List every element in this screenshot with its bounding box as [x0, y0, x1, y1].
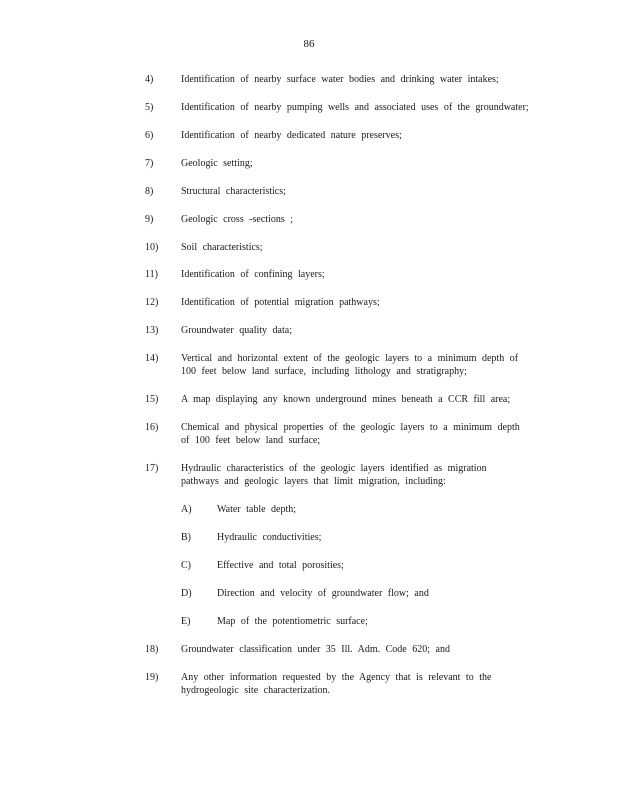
item-text: Identification of nearby surface water bodies and drinking water intakes;	[181, 74, 499, 85]
list-item-7	[0, 157, 618, 170]
item-text: Identification of confining layers;	[181, 269, 325, 280]
list-item-4	[0, 73, 618, 86]
list-item-13	[0, 324, 618, 337]
sub-item-text: Effective and total porosities;	[217, 560, 344, 571]
sub-item-text: Map of the potentiometric surface;	[217, 616, 368, 627]
list-item-8	[0, 185, 618, 198]
item-text: Vertical and horizontal extent of the geologic layers to a minimum depth of 100 feet below land surface, including lithology and stratigraphy;	[181, 353, 519, 377]
item-number: 19)	[145, 672, 159, 683]
sub-item-a	[0, 503, 618, 516]
item-number: 12)	[145, 297, 159, 308]
sub-item-e	[0, 615, 618, 628]
list-item-17	[0, 462, 618, 488]
item-text: A map displaying any known underground mines beneath a CCR fill area;	[181, 394, 511, 405]
sub-item-d	[0, 587, 618, 600]
list-item-6	[0, 129, 618, 142]
item-number: 15)	[145, 394, 159, 405]
item-text: Geologic setting;	[181, 158, 253, 169]
sub-item-text: Direction and velocity of groundwater flow; and	[217, 588, 429, 599]
list-item-15	[0, 393, 618, 406]
list-item-9	[0, 213, 618, 226]
list-item-10	[0, 241, 618, 254]
list-item-11	[0, 268, 618, 281]
sub-item-letter: B)	[181, 532, 191, 543]
item-number: 9)	[145, 214, 154, 225]
item-number: 4)	[145, 74, 154, 85]
sub-item-b	[0, 531, 618, 544]
item-number: 5)	[145, 102, 154, 113]
item-number: 8)	[145, 186, 154, 197]
list-item-12	[0, 296, 618, 309]
item-text: Groundwater quality data;	[181, 325, 292, 336]
list-item-14	[0, 352, 618, 378]
item-text: Structural characteristics;	[181, 186, 286, 197]
sub-item-text: Water table depth;	[217, 504, 297, 515]
sub-item-letter: A)	[181, 504, 192, 515]
item-text: Identification of nearby dedicated nature preserves;	[181, 130, 402, 141]
page-number: 86	[303, 38, 315, 50]
item-number: 7)	[145, 158, 154, 169]
sub-item-letter: E)	[181, 616, 191, 627]
item-text: Any other information requested by the Agency that is relevant to the hydrogeologic site characterization.	[181, 672, 492, 696]
item-text: Geologic cross -sections ;	[181, 214, 294, 225]
item-text: Hydraulic characteristics of the geologic layers identified as migration pathways and geologic layers that limit migration, including:	[181, 463, 487, 487]
requirements-list	[0, 73, 618, 697]
item-number: 16)	[145, 422, 159, 433]
item-number: 13)	[145, 325, 159, 336]
list-item-5	[0, 101, 618, 114]
item-text: Identification of nearby pumping wells and associated uses of the groundwater;	[181, 102, 529, 113]
item-number: 18)	[145, 644, 159, 655]
sub-item-c	[0, 559, 618, 572]
item-text: Groundwater classification under 35 Ill. Adm. Code 620; and	[181, 644, 450, 655]
sub-item-text: Hydraulic conductivities;	[217, 532, 322, 543]
list-item-19	[0, 671, 618, 697]
item-number: 14)	[145, 353, 159, 364]
item-text: Identification of potential migration pathways;	[181, 297, 380, 308]
sub-item-letter: C)	[181, 560, 191, 571]
item-text: Chemical and physical properties of the geologic layers to a minimum depth of 100 feet below land surface;	[181, 422, 520, 446]
sub-item-letter: D)	[181, 588, 192, 599]
item-number: 17)	[145, 463, 159, 474]
list-item-18	[0, 643, 618, 656]
item-number: 10)	[145, 242, 159, 253]
item-number: 11)	[145, 269, 158, 280]
item-number: 6)	[145, 130, 154, 141]
list-item-16	[0, 421, 618, 447]
item-text: Soil characteristics;	[181, 242, 263, 253]
